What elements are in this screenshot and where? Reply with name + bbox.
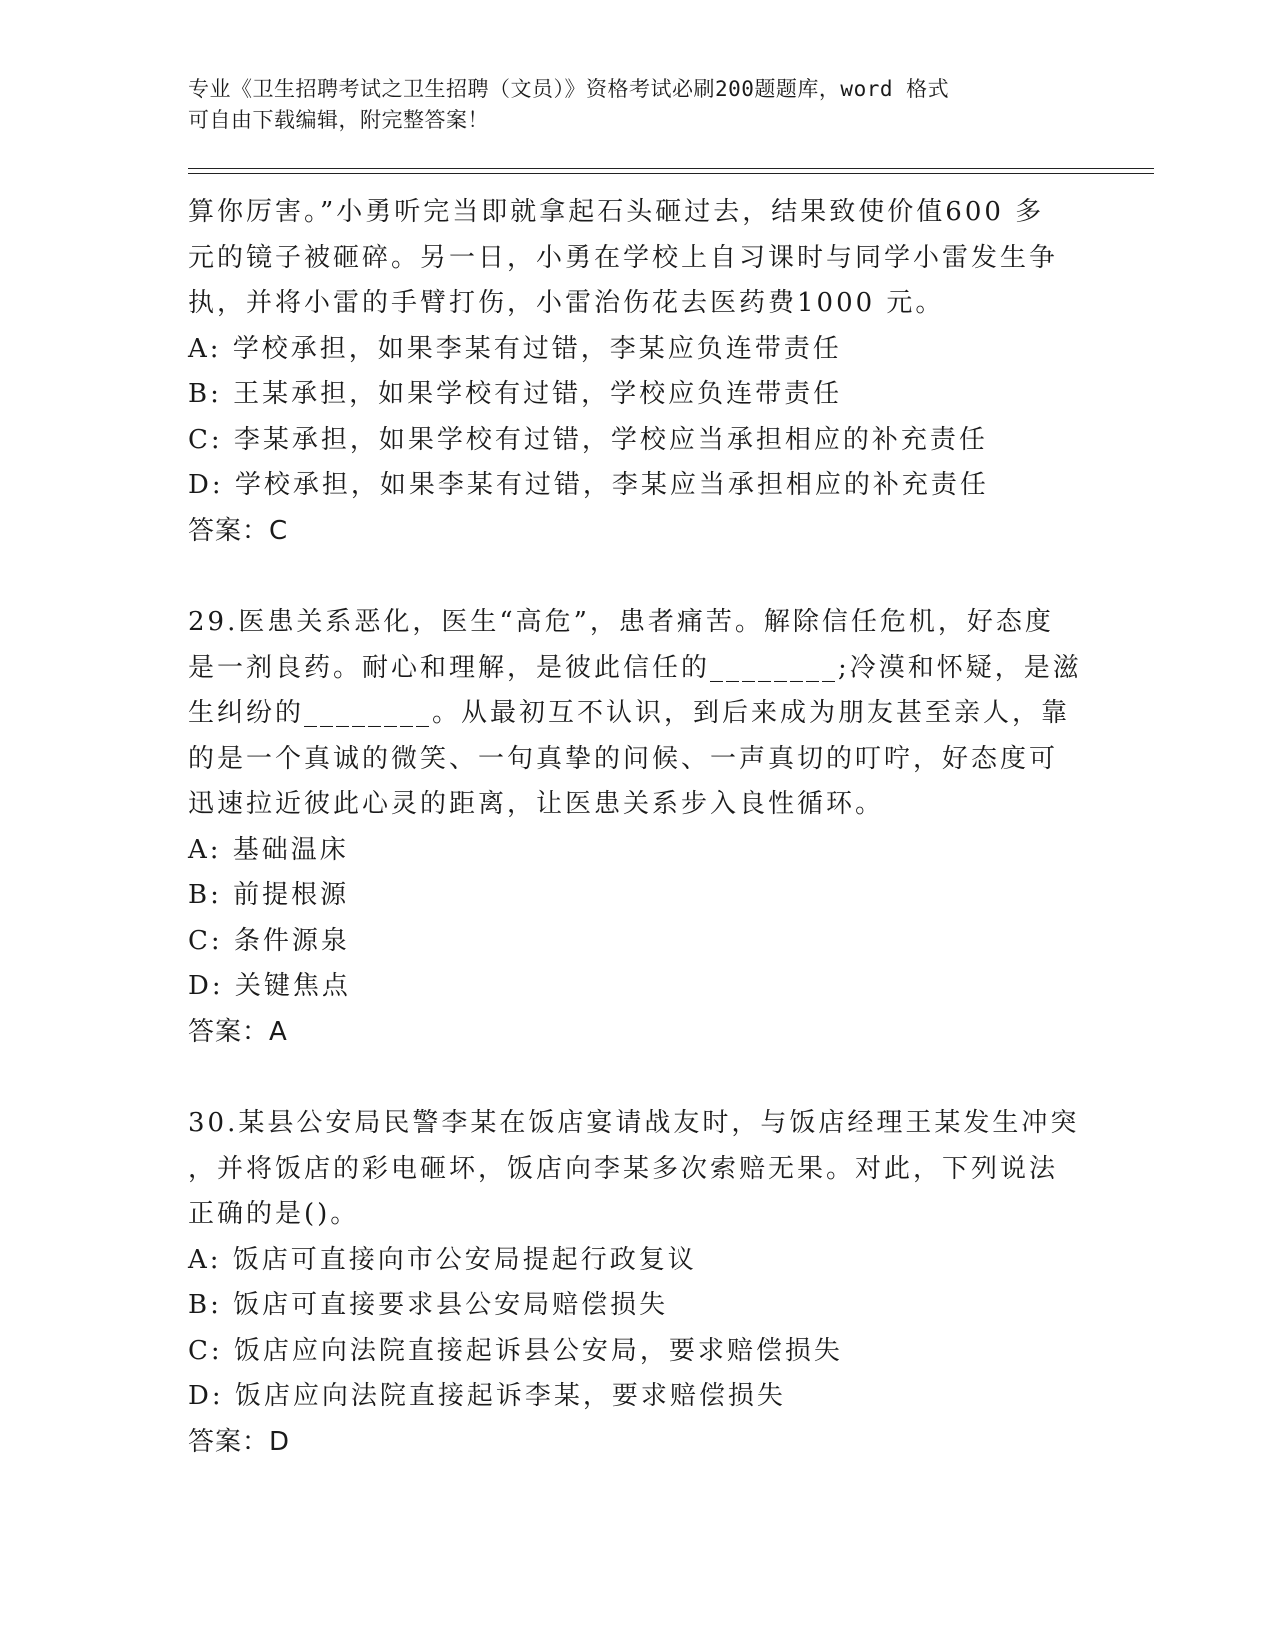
question-spacer <box>188 1055 1088 1101</box>
option-d: D: 饭店应向法院直接起诉李某，要求赔偿损失 <box>188 1381 786 1411</box>
option-c: C: 条件源泉 <box>188 925 350 956</box>
header-title-line-2: 可自由下载编辑，附完整答案！ <box>188 108 489 132</box>
question-text-line: ，并将饭店的彩电砸坏，饭店向李某多次索赔无果。对此，下列说法 <box>188 1153 1059 1184</box>
question-text-line: 算你厉害。”小勇听完当即就拿起石头砸过去，结果致使价值600 多 <box>188 197 1045 227</box>
question-28-continued <box>188 190 1088 554</box>
page-header <box>188 74 1068 136</box>
header-rule-bottom <box>188 173 1154 174</box>
option-b: B: 前提根源 <box>188 880 350 910</box>
question-text-line: 是一剂良药。耐心和理解，是彼此信任的________;冷漠和怀疑，是滋 <box>188 652 1082 683</box>
option-a: A: 基础温床 <box>188 834 349 865</box>
question-text-line: 的是一个真诚的微笑、一句真挚的问候、一声真切的叮咛，好态度可 <box>188 743 1059 774</box>
option-b: B: 饭店可直接要求县公安局赔偿损失 <box>188 1290 669 1320</box>
option-a: A: 学校承担，如果李某有过错，李某应负连带责任 <box>188 333 842 364</box>
answer-line: 答案：C <box>188 515 289 546</box>
question-text-line: 执，并将小雷的手臂打伤，小雷治伤花去医药费1000 元。 <box>188 288 945 318</box>
option-c: C: 李某承担，如果学校有过错，学校应当承担相应的补充责任 <box>188 424 988 455</box>
document-body <box>188 190 1088 1465</box>
option-b: B: 王某承担，如果学校有过错，学校应负连带责任 <box>188 379 843 409</box>
question-text-line: 迅速拉近彼此心灵的距离，让医患关系步入良性循环。 <box>188 789 885 819</box>
option-d: D: 学校承担，如果李某有过错，李某应当承担相应的补充责任 <box>188 470 989 500</box>
option-c: C: 饭店应向法院直接起诉县公安局，要求赔偿损失 <box>188 1335 843 1366</box>
option-d: D: 关键焦点 <box>188 971 351 1001</box>
question-text-line: 元的镜子被砸碎。另一日，小勇在学校上自习课时与同学小雷发生争 <box>188 242 1059 273</box>
option-a: A: 饭店可直接向市公安局提起行政复议 <box>188 1244 697 1275</box>
question-text-line: 正确的是()。 <box>188 1199 360 1229</box>
question-text-line: 30.某县公安局民警李某在饭店宴请战友时，与饭店经理王某发生冲突 <box>188 1108 1080 1138</box>
question-spacer <box>188 554 1088 600</box>
header-rule-top <box>188 168 1154 169</box>
question-text-line: 生纠纷的________。从最初互不认识，到后来成为朋友甚至亲人，靠 <box>188 698 1071 728</box>
answer-line: 答案：A <box>188 1016 288 1047</box>
question-29 <box>188 600 1088 1055</box>
header-title-line-1: 专业《卫生招聘考试之卫生招聘（文员）》资格考试必刷200题题库，word 格式 <box>188 77 950 101</box>
question-text-line: 29.医患关系恶化，医生“高危”，患者痛苦。解除信任危机，好态度 <box>188 607 1054 637</box>
question-30 <box>188 1101 1088 1465</box>
answer-line: 答案：D <box>188 1426 291 1457</box>
